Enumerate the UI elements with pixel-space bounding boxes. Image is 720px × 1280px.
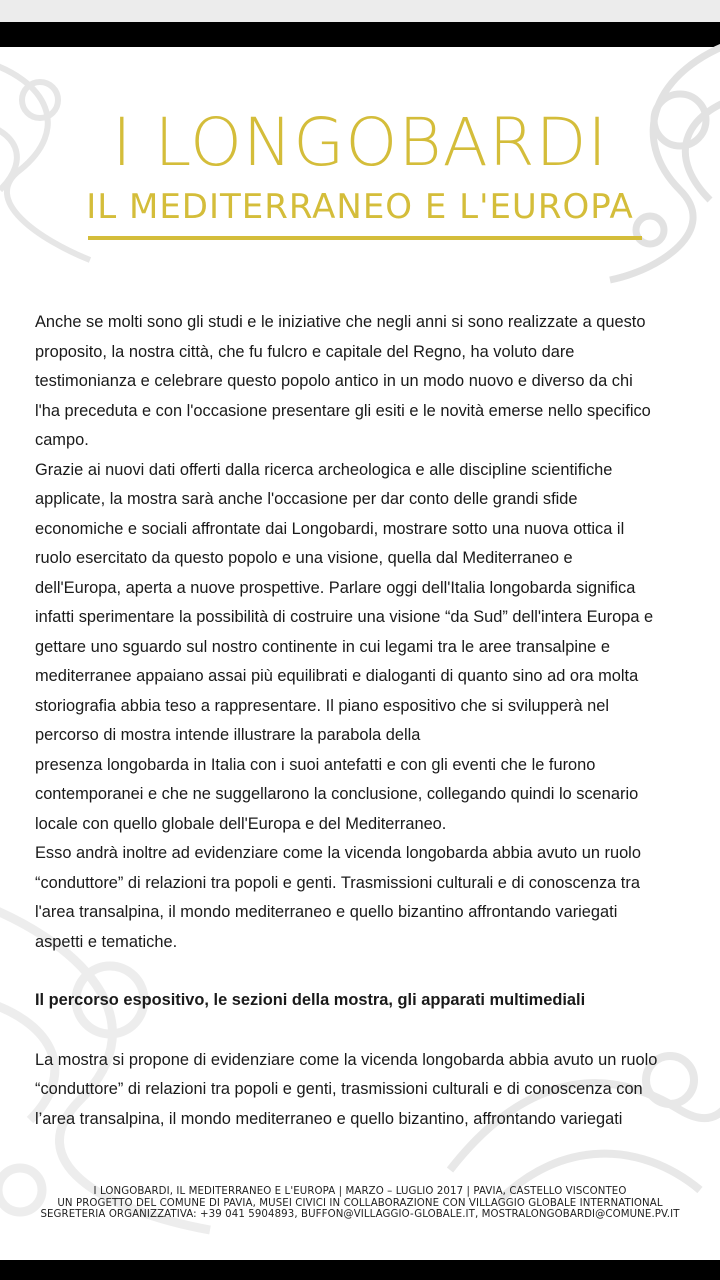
text-line: infatti sperimentare la possibilità di costruire una visione “da Sud” dell'intera Europa e xyxy=(35,608,654,626)
text-line: presenza longobarda in Italia con i suoi antefatti e con gli eventi che le furono xyxy=(35,755,596,774)
paragraph-2 xyxy=(35,456,695,840)
text-line: proposito, la nostra città, che fu fulcro e capitale del Regno, ha voluto dare xyxy=(35,342,575,361)
text-line: economiche e sociali affrontate dai Longobardi, mostrare sotto una nuova ottica il xyxy=(35,519,625,538)
exhibition-title: I LONGOBARDI xyxy=(112,104,608,181)
document-footer xyxy=(0,1186,720,1221)
text-line: aspetti e tematiche. xyxy=(35,932,178,951)
text-line: contemporanei e che ne suggellarono la conclusione, collegando quindi lo scenario xyxy=(35,785,639,803)
text-line: ruolo esercitato da questo popolo e una visione, quella dal Mediterraneo e xyxy=(35,549,573,567)
text-line: storiografia abbia teso a rappresentare. Il piano espositivo che si svilupperà nel xyxy=(35,696,610,715)
text-line: applicate, la mostra sarà anche l'occasione per dar conto delle grandi sfide xyxy=(35,490,578,508)
text-line: Esso andrà inoltre ad evidenziare come la vicenda longobarda abbia avuto un ruolo xyxy=(35,844,641,862)
footer-line-contacts: SEGRETERIA ORGANIZZATIVA: +39 041 5904893, BUFFON@VILLAGGIO-GLOBALE.IT, MOSTRALONGOBARDI@COMUNE.PV.IT xyxy=(40,1209,680,1220)
footer-line-project: UN PROGETTO DEL COMUNE DI PAVIA, MUSEI CIVICI IN COLLABORAZIONE CON VILLAGGIO GLOBALE INTERNATIONAL xyxy=(57,1197,663,1209)
text-line: testimonianza e celebrare questo popolo antico in un modo nuovo e diverso da chi xyxy=(35,372,633,390)
text-line: percorso di mostra intende illustrare la parabola della xyxy=(35,726,421,744)
text-line: locale con quello globale dell'Europa e del Mediterraneo. xyxy=(35,814,447,833)
text-line: La mostra si propone di evidenziare come la vicenda longobarda abbia avuto un ruolo xyxy=(35,1050,658,1069)
exhibition-subtitle: IL MEDITERRANEO E L'EUROPA xyxy=(86,187,634,227)
text-line: l'area transalpina, il mondo mediterraneo e quello bizantino affrontando variegati xyxy=(35,903,618,921)
footer-line-event: I LONGOBARDI, IL MEDITERRANEO E L'EUROPA | MARZO – LUGLIO 2017 | PAVIA, CASTELLO VISCONTEO xyxy=(93,1186,627,1197)
text-line: gettare uno sguardo sul nostro continente in cui legami tra le aree transalpine e xyxy=(35,637,610,656)
top-black-bar xyxy=(0,22,720,47)
text-line: l'ha preceduta e con l'occasione presentare gli esiti e le novità emerse nello specifico xyxy=(35,401,651,420)
document-body xyxy=(35,308,695,1134)
section-heading: Il percorso espositivo, le sezioni della mostra, gli apparati multimediali xyxy=(35,991,586,1009)
text-line: campo. xyxy=(35,431,89,449)
text-line: l’area transalpina, il mondo mediterraneo e quello bizantino, affrontando variegati xyxy=(35,1109,623,1128)
text-line: “conduttore” di relazioni tra popoli e genti. Trasmissioni culturali e di conoscenza tra xyxy=(35,873,640,892)
title-underline xyxy=(88,236,642,240)
bottom-black-bar xyxy=(0,1260,720,1280)
paragraph-3 xyxy=(35,839,695,957)
text-line: dell'Europa, aperta a nuove prospettive. Parlare oggi dell'Italia longobarda significa xyxy=(35,578,636,597)
paragraph-4 xyxy=(35,1046,695,1135)
text-line: mediterranee appaiano assai più equilibrati e dialoganti di quanto sino ad ora molta xyxy=(35,667,639,685)
text-line: Anche se molti sono gli studi e le iniziative che negli anni si sono realizzate a questo xyxy=(35,313,646,331)
document-header xyxy=(0,104,720,227)
text-line: “conduttore” di relazioni tra popoli e genti, trasmissioni culturali e di conoscenza con xyxy=(35,1080,643,1098)
paragraph-1 xyxy=(35,308,695,456)
status-strip xyxy=(0,0,720,22)
text-line: Grazie ai nuovi dati offerti dalla ricerca archeologica e alle discipline scientifiche xyxy=(35,460,613,479)
